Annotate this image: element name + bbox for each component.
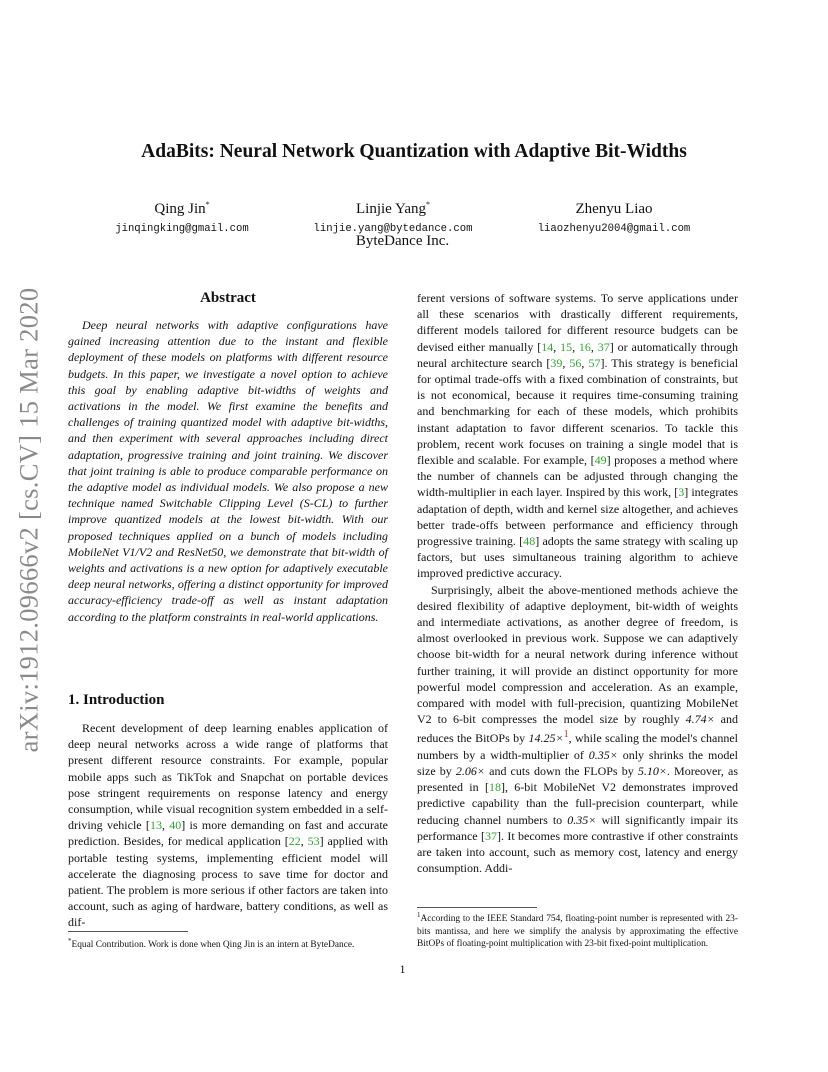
intro-text: ,	[161, 818, 170, 833]
body-text: and reduces the BitOPs by	[417, 712, 739, 746]
author-2-name: Linjie Yang	[355, 201, 426, 217]
intro-text: ] is more demanding on fast and accurate prediction. Besides, for medical application [	[68, 818, 389, 849]
footnote-reference[interactable]: 1	[563, 729, 569, 741]
footnote-text: According to the IEEE Standard 754, floating-point number is represented with 23-bits mantissa, and here we simplify the analysis by approximating the effective BitOPs of floating-point multiplication with 23-bit fixed-point multiplication.	[417, 914, 738, 950]
author-1-mark: *	[205, 200, 210, 209]
right-column	[417, 290, 738, 876]
author-2-email: linjie.yang@bytedance.com	[313, 223, 473, 235]
abstract-heading: Abstract	[200, 290, 256, 306]
body-text: ]. It becomes more contrastive if other constraints are taken into account, such as memory cost, latency and energy consumption. Addi-	[417, 828, 739, 876]
body-text: ]. This strategy is beneficial for optimal trade-offs with a fixed combination of constraints, but is not economical, because it requires time-consuming training and benchmarking for each of these models, which prohibits instant adaptation to favor different scenarios. To tackle this problem, recent work focuses on training a single model that is flexible and scalable. For example, [	[417, 355, 739, 468]
citation-link[interactable]: 57	[588, 355, 601, 370]
page-number: 1	[399, 962, 406, 976]
paper-title: AdaBits: Neural Network Quantization with Adaptive Bit-Widths	[141, 141, 687, 162]
citation-link[interactable]: 22	[288, 834, 301, 849]
body-text: ] or automatically through neural architecture search [	[417, 339, 738, 370]
footnote-rule-left	[68, 931, 188, 932]
body-text: ferent versions of software systems. To serve applications under all these scenarios with drastically different requirements, different models tailored for different resource budgets can be devised either manually [	[417, 291, 738, 354]
intro-text: ,	[300, 834, 308, 849]
body-text: , while scaling the model's channel numbers by a width-multiplier of	[417, 731, 738, 762]
body-text: and cuts down the FLOPs by	[485, 763, 638, 778]
author-3-email: liaozhenyu2004@gmail.com	[537, 223, 691, 235]
footnote-equal-contribution	[68, 936, 388, 952]
intro-text: Recent development of deep learning enables application of deep neural networks across a wide range of platforms that present different resource constraints. For example, popular mobile apps such as TikTok and Snapchat on portable devices pose stringent requirements on response latency and energy consumption, while visual recognition system embedded in a self-driving vehicle [	[68, 721, 388, 833]
body-text: ,	[553, 339, 561, 354]
body-text: . Moreover, as presented in [	[417, 763, 738, 795]
author-1-name: Qing Jin	[154, 201, 206, 217]
math-value: 14.25×	[528, 731, 564, 746]
footnote-bitops	[417, 910, 738, 951]
citation-link[interactable]: 13	[149, 818, 162, 833]
math-value: 0.35×	[567, 812, 597, 827]
body-text: ,	[572, 339, 579, 354]
author-1-email: jinqingking@gmail.com	[115, 223, 249, 235]
right-paragraph-2	[417, 582, 738, 877]
citation-link[interactable]: 49	[594, 453, 607, 468]
right-paragraph-1	[417, 290, 738, 582]
body-text: ] integrates adaptation of depth, width and kernel size altogether, and achieves better trade-offs between performance and efficiency through progressive training. [	[417, 485, 738, 549]
body-text: ], 6-bit MobileNet V2 demonstrates improved predictive capability than the full-precision counterpart, while reducing channel numbers to	[417, 780, 739, 827]
citation-link[interactable]: 53	[307, 834, 320, 849]
footnote-rule-right	[417, 907, 537, 908]
author-2-mark: *	[426, 200, 430, 209]
introduction-paragraph	[68, 720, 388, 931]
footnote-text: Equal Contribution. Work is done when Qing Jin is an intern at ByteDance.	[71, 940, 355, 950]
citation-link[interactable]: 15	[560, 339, 573, 354]
author-3	[484, 196, 744, 235]
citation-link[interactable]: 39	[550, 355, 563, 370]
math-value: 5.10×	[637, 763, 667, 778]
body-text: ,	[562, 355, 570, 370]
body-text: Surprisingly, albeit the above-mentioned methods achieve the desired flexibility of adaptive deployment, bit-width of weights and intermediate activations, as another degree of freedom, is almost overlooked in previous work. Suppose we can adaptively choose bit-width for a neural network during inference without further training, it will provide an distinct opportunity for more powerful model compression and acceleration. As an example, compared with model with full-precision, quantizing MobileNet V2 to 6-bit compresses the model size by roughly	[417, 582, 738, 727]
section-heading-introduction: 1. Introduction	[68, 692, 165, 708]
footnote-mark: *	[68, 936, 72, 945]
citation-link[interactable]: 18	[488, 780, 501, 795]
citation-link[interactable]: 3	[678, 485, 685, 500]
affiliation: ByteDance Inc.	[355, 233, 450, 249]
footnote-mark: 1	[417, 910, 421, 919]
abstract-section	[68, 289, 388, 625]
body-text: ] proposes a method where the number of channels can be adjusted through changing the width-multiplier in each layer. Inspired by this work, [	[417, 453, 739, 500]
body-text: ] adopts the same strategy with scaling up factors, but uses simultaneous training algorithm to achieve improved predictive accuracy.	[417, 534, 739, 581]
body-text: will significantly impair its performance [	[417, 812, 738, 843]
body-text: ,	[581, 355, 589, 370]
author-3-name: Zhenyu Liao	[575, 201, 653, 217]
abstract-text: Deep neural networks with adaptive configurations have gained increasing attention due to the instant and flexible deployment of these models on platforms with different resource budgets. In this paper, we investigate a novel option to achieve this goal by enabling adaptive bit-widths of weights and activations in the model. We first examine the benefits and challenges of training quantized model with adaptive bit-widths, and then experiment with several approaches including direct adaptation, progressive training and joint training. We discover that joint training is able to produce comparable performance on the adaptive model as individual models. We also propose a new technique named Switchable Clipping Level (S-CL) to further improve quantized models at the lowest bit-width. With our proposed techniques applied on a bunch of models including MobileNet V1/V2 and ResNet50, we demonstrate that bit-width of weights and activations is a new option for adaptively executable deep neural networks, offering a distinct opportunity for improved accuracy-efficiency trade-off as well as instant adaptation according to the platform constraints in real-world applications.	[68, 318, 388, 624]
citation-link[interactable]: 37	[597, 339, 610, 354]
citation-link[interactable]: 48	[523, 534, 536, 549]
citation-link[interactable]: 16	[578, 339, 591, 354]
math-value: 2.06×	[455, 763, 485, 778]
body-text: ,	[590, 339, 598, 354]
arxiv-identifier: arXiv:1912.09666v2 [cs.CV] 15 Mar 2020	[13, 287, 44, 753]
math-value: 4.74×	[685, 712, 715, 727]
citation-link[interactable]: 40	[169, 818, 182, 833]
arxiv-identifier-margin	[12, 282, 46, 758]
citation-link[interactable]: 37	[484, 828, 497, 843]
math-value: 0.35×	[588, 747, 618, 762]
citation-link[interactable]: 56	[569, 355, 582, 370]
intro-text: ] applied with portable testing systems, implementing efficient model will accelerate the diagnosing process to save time for doctor and patient. The problem is more serious if other factors are taken into account, such as aging of hardware, battery conditions, as well as dif-	[68, 834, 388, 930]
citation-link[interactable]: 14	[541, 339, 554, 354]
body-text: only shrinks the model size by	[417, 747, 738, 778]
